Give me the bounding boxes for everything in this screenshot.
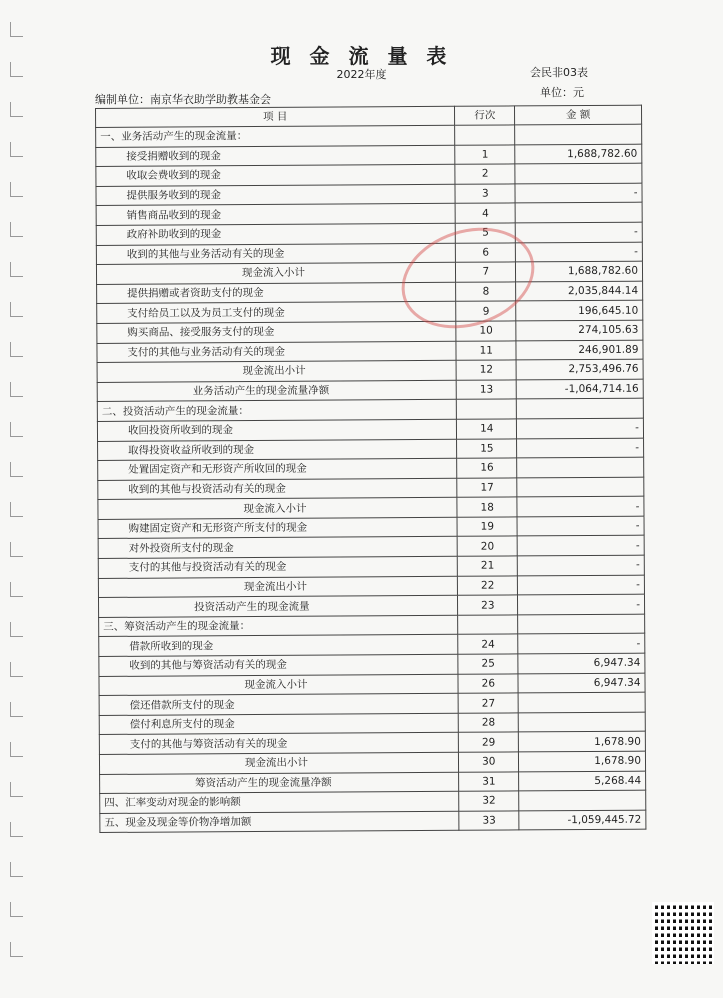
binding-mark bbox=[10, 822, 23, 837]
header-line-no: 行次 bbox=[455, 106, 515, 125]
row-amount: - bbox=[517, 536, 644, 556]
row-amount: 1,688,782.60 bbox=[515, 144, 642, 164]
binding-mark bbox=[10, 222, 23, 237]
row-item: 三、筹资活动产生的现金流量： bbox=[99, 615, 458, 637]
document-title: 现 金 流 量 表 bbox=[270, 44, 453, 68]
reporting-organization: 编制单位：南京华衣助学助教基金会 bbox=[95, 93, 271, 106]
row-amount: 2,035,844.14 bbox=[516, 281, 643, 301]
row-line-no: 18 bbox=[457, 497, 517, 517]
row-item: 一、业务活动产生的现金流量： bbox=[96, 125, 455, 147]
row-amount: -1,064,714.16 bbox=[516, 379, 643, 399]
row-amount bbox=[517, 457, 644, 477]
row-line-no: 5 bbox=[456, 223, 516, 243]
form-code: 会民非03表 bbox=[530, 66, 588, 79]
binding-mark bbox=[10, 902, 23, 917]
row-line-no: 23 bbox=[458, 595, 518, 615]
row-item: 现金流入小计 bbox=[96, 262, 455, 284]
binding-mark bbox=[10, 262, 23, 277]
row-line-no: 20 bbox=[457, 536, 517, 556]
row-item: 四、汇率变动对现金的影响额 bbox=[100, 791, 459, 813]
row-line-no: 13 bbox=[457, 380, 517, 400]
row-line-no: 10 bbox=[456, 321, 516, 341]
row-line-no: 14 bbox=[457, 419, 517, 439]
binding-mark bbox=[10, 342, 23, 357]
binding-mark bbox=[10, 662, 23, 677]
row-line-no: 3 bbox=[455, 184, 515, 204]
binding-mark bbox=[10, 622, 23, 637]
row-item: 现金流出小计 bbox=[98, 576, 457, 598]
binding-mark bbox=[10, 182, 23, 197]
binding-mark bbox=[10, 462, 23, 477]
row-item: 购建固定资产和无形资产所支付的现金 bbox=[98, 517, 457, 539]
row-line-no: 12 bbox=[456, 360, 516, 380]
row-item: 取得投资收益所收到的现金 bbox=[98, 439, 457, 461]
row-amount: - bbox=[517, 418, 644, 438]
row-item: 偿还借款所支付的现金 bbox=[99, 694, 458, 716]
row-line-no: 25 bbox=[458, 654, 518, 674]
binding-mark bbox=[10, 382, 23, 397]
row-amount bbox=[516, 398, 643, 418]
row-item: 支付的其他与业务活动有关的现金 bbox=[97, 341, 456, 363]
row-line-no: 21 bbox=[458, 556, 518, 576]
row-line-no: 15 bbox=[457, 438, 517, 458]
row-item: 收到的其他与筹资活动有关的现金 bbox=[99, 654, 458, 676]
row-amount: - bbox=[517, 496, 644, 516]
binding-mark bbox=[10, 742, 23, 757]
row-line-no: 11 bbox=[456, 340, 516, 360]
binding-mark bbox=[10, 782, 23, 797]
row-amount bbox=[515, 203, 642, 223]
row-item: 二、投资活动产生的现金流量： bbox=[97, 400, 456, 422]
row-amount bbox=[518, 614, 645, 634]
row-item: 对外投资所支付的现金 bbox=[98, 537, 457, 559]
row-amount: - bbox=[518, 634, 645, 654]
row-amount bbox=[517, 477, 644, 497]
row-item: 筹资活动产生的现金流量净额 bbox=[100, 772, 459, 794]
row-amount bbox=[519, 790, 646, 810]
row-line-no: 24 bbox=[458, 634, 518, 654]
row-amount: 1,688,782.60 bbox=[516, 261, 643, 281]
row-amount: - bbox=[517, 555, 644, 575]
row-item: 提供服务收到的现金 bbox=[96, 184, 455, 206]
row-amount: - bbox=[516, 242, 643, 262]
row-item: 现金流出小计 bbox=[99, 752, 458, 774]
row-item: 业务活动产生的现金流量净额 bbox=[97, 380, 456, 402]
row-amount: 1,678.90 bbox=[519, 732, 646, 752]
row-amount: - bbox=[515, 183, 642, 203]
row-line-no: 6 bbox=[456, 242, 516, 262]
row-amount bbox=[518, 692, 645, 712]
row-amount bbox=[515, 124, 642, 144]
row-line-no bbox=[455, 125, 515, 145]
row-line-no: 22 bbox=[458, 576, 518, 596]
row-line-no: 27 bbox=[458, 693, 518, 713]
row-line-no: 17 bbox=[457, 478, 517, 498]
row-amount: 6,947.34 bbox=[518, 653, 645, 673]
row-amount: 5,268.44 bbox=[519, 771, 646, 791]
binding-mark bbox=[10, 502, 23, 517]
row-line-no: 8 bbox=[456, 282, 516, 302]
row-line-no: 9 bbox=[456, 301, 516, 321]
row-line-no: 7 bbox=[456, 262, 516, 282]
report-year: 2022年度 bbox=[336, 68, 387, 81]
row-item: 五、现金及现金等价物净增加额 bbox=[100, 811, 459, 833]
row-item: 现金流入小计 bbox=[98, 498, 457, 520]
row-line-no: 28 bbox=[459, 713, 519, 733]
row-line-no: 2 bbox=[455, 164, 515, 184]
row-item: 收到的其他与投资活动有关的现金 bbox=[98, 478, 457, 500]
row-item: 收取会费收到的现金 bbox=[96, 164, 455, 186]
row-item: 借款所收到的现金 bbox=[99, 635, 458, 657]
row-line-no: 26 bbox=[458, 674, 518, 694]
row-amount: - bbox=[518, 594, 645, 614]
row-amount: 246,901.89 bbox=[516, 340, 643, 360]
row-item: 现金流入小计 bbox=[99, 674, 458, 696]
row-item: 支付的其他与投资活动有关的现金 bbox=[98, 556, 457, 578]
header-amount: 金 额 bbox=[515, 105, 642, 125]
row-amount: -1,059,445.72 bbox=[519, 810, 646, 830]
row-amount: 274,105.63 bbox=[516, 320, 643, 340]
row-item: 政府补助收到的现金 bbox=[96, 223, 455, 245]
row-amount: - bbox=[515, 222, 642, 242]
table-row bbox=[100, 810, 646, 833]
binding-mark bbox=[10, 22, 23, 37]
header-item: 项 目 bbox=[96, 106, 455, 127]
row-line-no bbox=[458, 615, 518, 635]
row-line-no: 32 bbox=[459, 791, 519, 811]
row-item: 现金流出小计 bbox=[97, 360, 456, 382]
row-line-no: 29 bbox=[459, 732, 519, 752]
currency-unit: 单位：元 bbox=[540, 86, 584, 99]
row-line-no: 19 bbox=[457, 517, 517, 537]
row-item: 接受捐赠收到的现金 bbox=[96, 145, 455, 167]
binding-mark bbox=[10, 542, 23, 557]
row-item: 收到的其他与业务活动有关的现金 bbox=[96, 243, 455, 265]
row-amount: 2,753,496.76 bbox=[516, 359, 643, 379]
row-amount: - bbox=[517, 438, 644, 458]
row-line-no: 16 bbox=[457, 458, 517, 478]
row-item: 投资活动产生的现金流量 bbox=[98, 596, 457, 618]
row-item: 提供捐赠或者资助支付的现金 bbox=[97, 282, 456, 304]
row-item: 购买商品、接受服务支付的现金 bbox=[97, 321, 456, 343]
row-line-no: 31 bbox=[459, 772, 519, 792]
binding-mark bbox=[10, 102, 23, 117]
binding-mark bbox=[10, 302, 23, 317]
row-amount: 6,947.34 bbox=[518, 673, 645, 693]
row-line-no: 1 bbox=[455, 145, 515, 165]
row-amount bbox=[518, 712, 645, 732]
row-amount: 1,678.90 bbox=[519, 751, 646, 771]
row-line-no bbox=[457, 399, 517, 419]
row-item: 支付给员工以及为员工支付的现金 bbox=[97, 302, 456, 324]
binding-mark bbox=[10, 142, 23, 157]
cash-flow-table bbox=[95, 105, 646, 834]
row-amount: - bbox=[518, 575, 645, 595]
row-item: 处置固定资产和无形资产所收回的现金 bbox=[98, 458, 457, 480]
row-item: 支付的其他与筹资活动有关的现金 bbox=[99, 733, 458, 755]
binding-marks bbox=[10, 0, 24, 998]
row-line-no: 30 bbox=[459, 752, 519, 772]
row-item: 销售商品收到的现金 bbox=[96, 204, 455, 226]
binding-mark bbox=[10, 942, 23, 957]
row-line-no: 4 bbox=[455, 203, 515, 223]
row-item: 偿付利息所支付的现金 bbox=[99, 713, 458, 735]
binding-mark bbox=[10, 702, 23, 717]
row-amount: - bbox=[517, 516, 644, 536]
row-amount bbox=[515, 163, 642, 183]
binding-mark bbox=[10, 422, 23, 437]
qr-code bbox=[652, 902, 714, 964]
binding-mark bbox=[10, 862, 23, 877]
binding-mark bbox=[10, 582, 23, 597]
row-line-no: 33 bbox=[459, 811, 519, 831]
row-amount: 196,645.10 bbox=[516, 301, 643, 321]
row-item: 收回投资所收到的现金 bbox=[97, 419, 456, 441]
